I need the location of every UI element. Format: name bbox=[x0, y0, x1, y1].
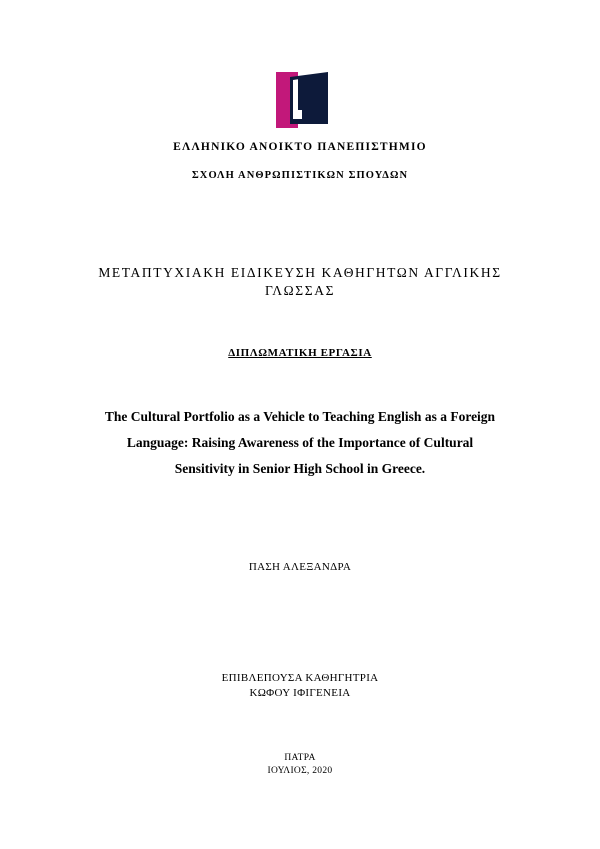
university-name: ΕΛΛΗΝΙΚΟ ΑΝΟΙΚΤΟ ΠΑΝΕΠΙΣΤΗΜΙΟ bbox=[173, 141, 427, 153]
city: ΠΑΤΡΑ bbox=[284, 753, 316, 763]
thesis-title-line-3: Sensitivity in Senior High School in Greece. bbox=[174, 461, 426, 476]
supervisor-label: ΕΠΙΒΛΕΠΟΥΣΑ ΚΑΘΗΓΗΤΡΙΑ bbox=[221, 672, 379, 684]
author-name: ΠΑΣΗ ΑΛΕΞΑΝΔΡΑ bbox=[248, 561, 352, 573]
program-title-line-1: ΜΕΤΑΠΤΥΧΙΑΚΗ ΕΙΔΙΚΕΥΣΗ ΚΑΘΗΓΗΤΩΝ ΑΓΓΛΙΚΗΣ bbox=[98, 265, 502, 280]
thesis-title-line-1: The Cultural Portfolio as a Vehicle to Teaching English as a Foreign bbox=[104, 409, 496, 424]
school-name: ΣΧΟΛΗ ΑΝΘΡΩΠΙΣΤΙΚΩΝ ΣΠΟΥΔΩΝ bbox=[191, 170, 409, 181]
thesis-type-heading: ΔΙΠΛΩΜΑΤΙΚΗ ΕΡΓΑΣΙΑ bbox=[228, 347, 372, 359]
thesis-title-line-2: Language: Raising Awareness of the Importance of Cultural bbox=[126, 435, 474, 450]
date: ΙΟΥΛΙΟΣ, 2020 bbox=[267, 766, 333, 776]
university-logo-icon bbox=[276, 72, 328, 128]
program-title-line-2: ΓΛΩΣΣΑΣ bbox=[264, 283, 336, 298]
supervisor-name: ΚΩΦΟΥ ΙΦΙΓΕΝΕΙΑ bbox=[249, 687, 351, 699]
